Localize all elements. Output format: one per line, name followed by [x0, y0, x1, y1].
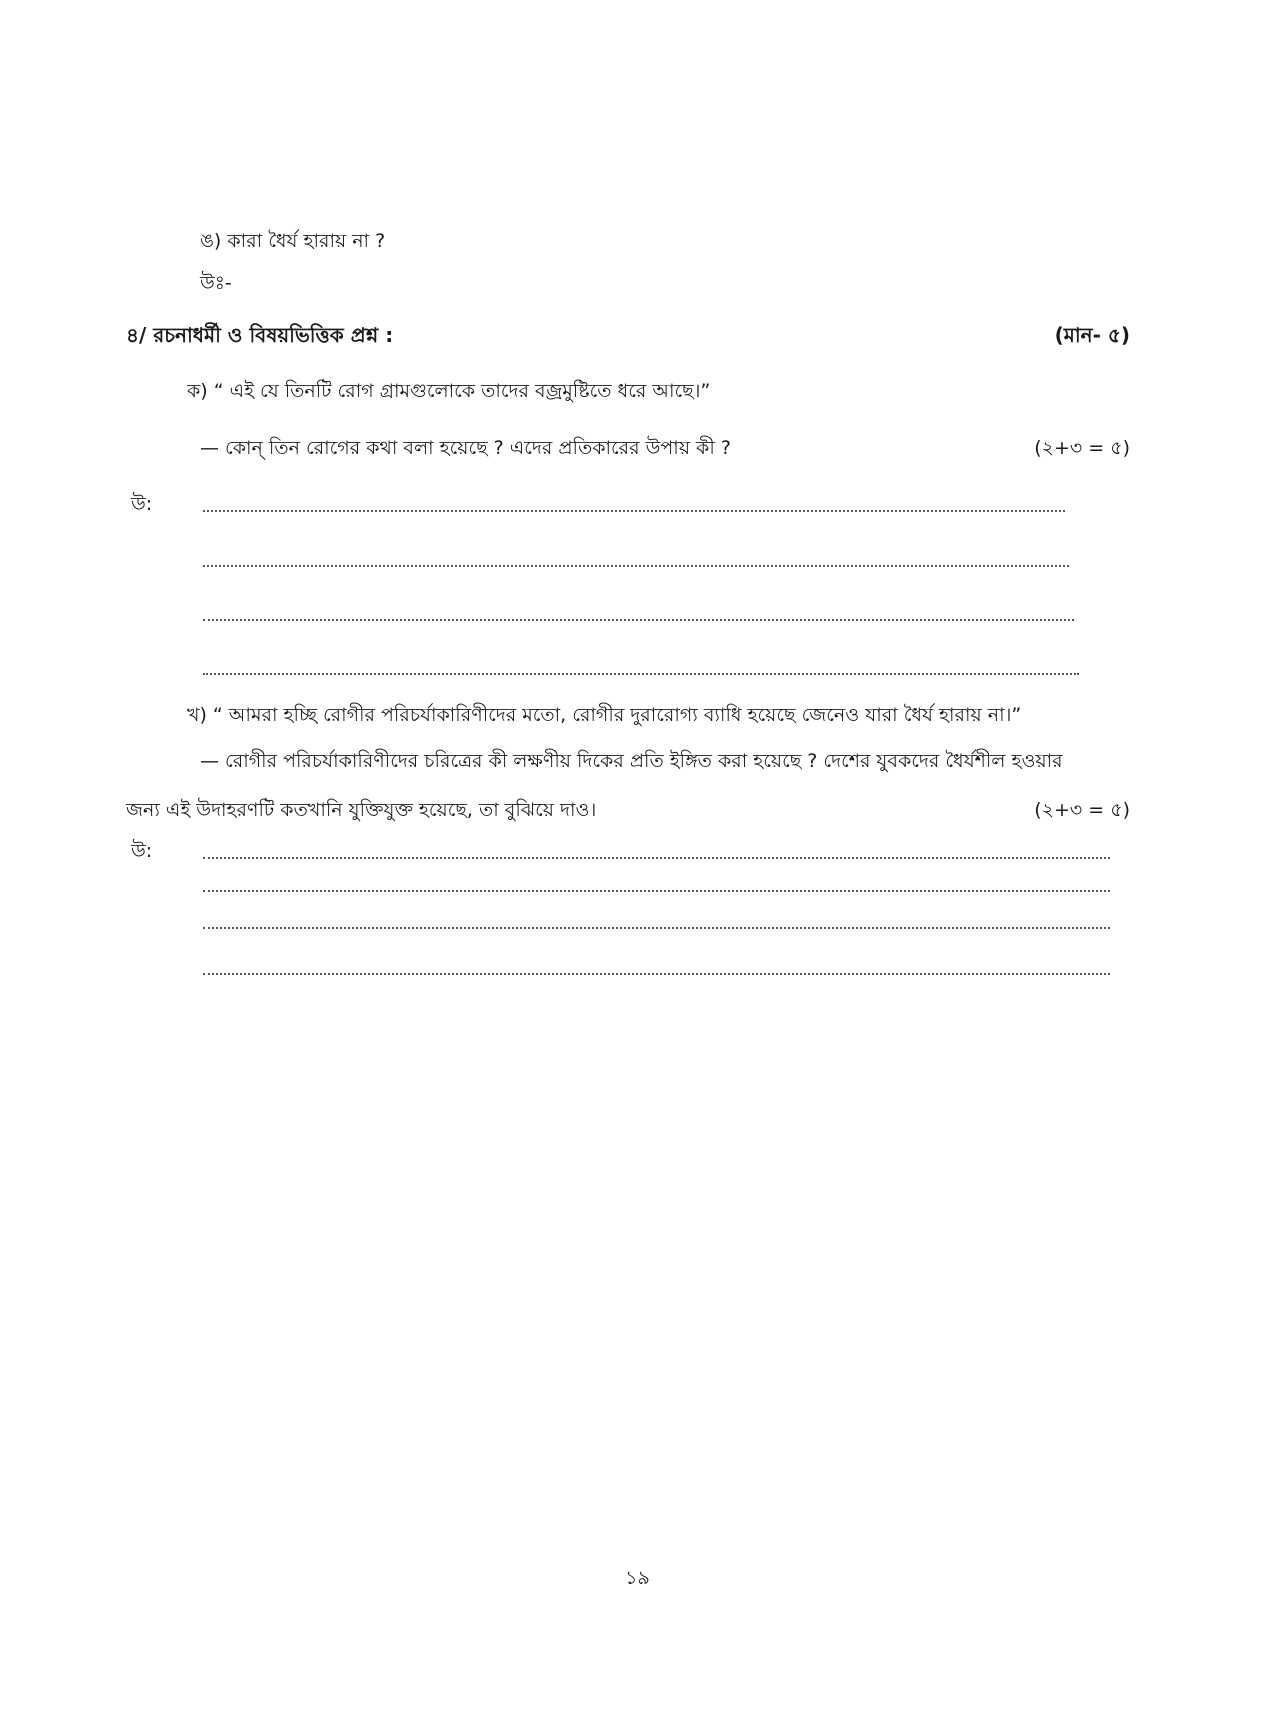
question-b-marks: (২+৩ = ৫) — [1034, 799, 1130, 821]
answer-b-label: উ: — [131, 840, 153, 862]
section-marks: (মান- ৫) — [1054, 323, 1130, 347]
section-heading: ৪/ রচনাধর্মী ও বিষয়ভিত্তিক প্রশ্ন : — [126, 323, 394, 347]
answer-b-line-2[interactable] — [203, 890, 1110, 892]
answer-a-line-2[interactable] — [203, 565, 1069, 567]
answer-label: উঃ- — [200, 272, 232, 294]
page-number: ১৯ — [625, 1567, 650, 1589]
answer-b-line-1[interactable] — [203, 857, 1110, 859]
question-3-item-6: ঙ) কারা ধৈর্য হারায় না ? — [200, 230, 386, 252]
question-b-text-line-2: জন্য এই উদাহরণটি কতখানি যুক্তিযুক্ত হয়েছে, তা বুঝিয়ে দাও। — [126, 799, 597, 821]
answer-a-line-3[interactable] — [203, 619, 1074, 621]
question-a-quote: ক) “ এই যে তিনটি রোগ গ্রামগুলোকে তাদের বজ্রমুষ্টিতে ধরে আছে।” — [187, 380, 711, 402]
question-a-text: — কোন্ তিন রোগের কথা বলা হয়েছে ? এদের প্রতিকারের উপায় কী ? — [200, 437, 731, 459]
answer-a-line-4[interactable] — [203, 673, 1079, 675]
question-b-text-line-1: — রোগীর পরিচর্যাকারিণীদের চরিত্রের কী লক্ষণীয় দিকের প্রতি ইঙ্গিত করা হয়েছে ? দেশের যুবকদের ধৈর্যশীল হওয়ার — [200, 750, 1063, 772]
answer-b-line-4[interactable] — [203, 973, 1110, 975]
answer-a-line-1[interactable] — [203, 510, 1065, 512]
answer-a-label: উ: — [131, 493, 153, 515]
question-a-marks: (২+৩ = ৫) — [1034, 437, 1130, 459]
question-b-quote: খ) “ আমরা হচ্ছি রোগীর পরিচর্যাকারিণীদের মতো, রোগীর দুরারোগ্য ব্যাধি হয়েছে জেনেও যারা ধৈর্য হারায় না।” — [187, 704, 1022, 726]
answer-b-line-3[interactable] — [203, 927, 1110, 929]
